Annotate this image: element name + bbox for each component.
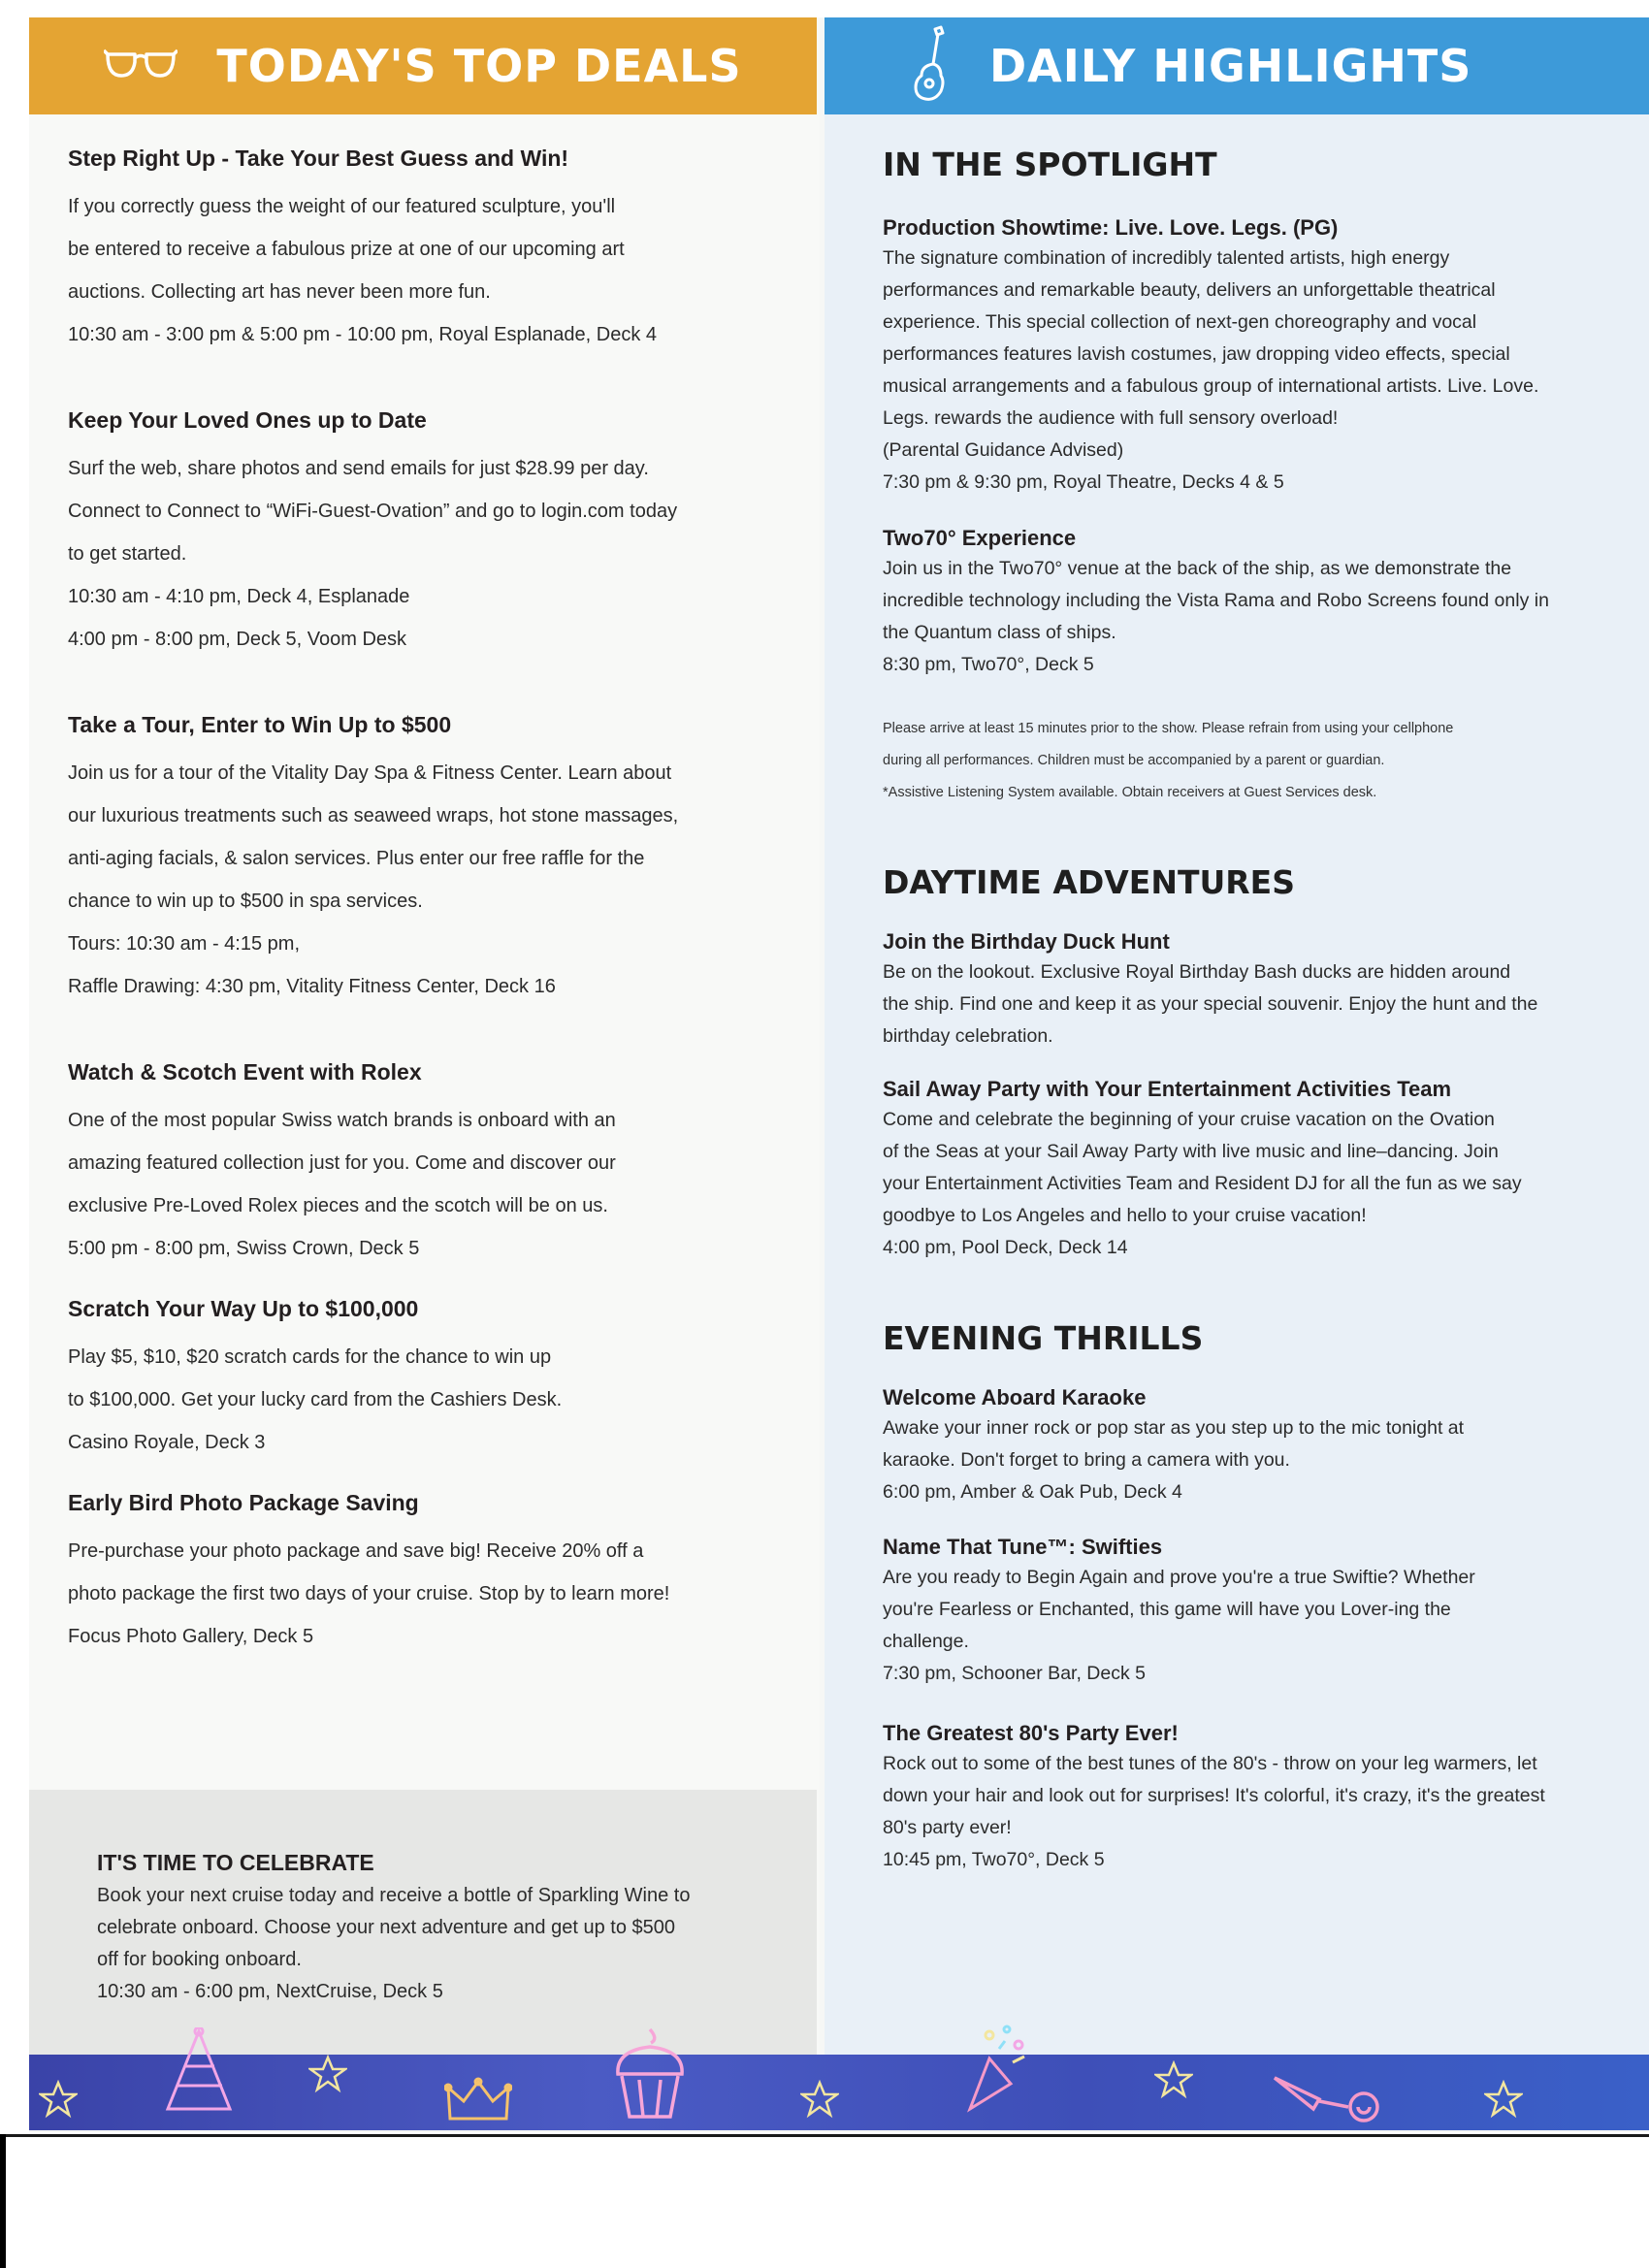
- deal-text: auctions. Collecting art has never been more fun.: [68, 281, 491, 303]
- deal-text: Pre-purchase your photo package and save big! Receive 20% off a: [68, 1540, 644, 1562]
- daily-highlights-header: [824, 17, 1649, 114]
- star-icon: [308, 2055, 347, 2093]
- show-production-showtime: [883, 215, 1596, 499]
- highlight-text: challenge.: [883, 1631, 969, 1652]
- deal-text: If you correctly guess the weight of our featured sculpture, you'll: [68, 196, 616, 217]
- deal-spa-tour: [68, 712, 678, 1008]
- activity-sail-away: [883, 1077, 1600, 1264]
- event-name-that-tune: [883, 1535, 1596, 1690]
- deal-title: Keep Your Loved Ones up to Date: [68, 407, 427, 433]
- highlight-time: 7:30 pm, Schooner Bar, Deck 5: [883, 1663, 1146, 1684]
- glasses-icon: [104, 45, 178, 88]
- show-note: *Assistive Listening System available. Obtain receivers at Guest Services desk.: [883, 785, 1377, 800]
- deal-time: Raffle Drawing: 4:30 pm, Vitality Fitness Center, Deck 16: [68, 976, 556, 997]
- highlight-time: 10:45 pm, Two70°, Deck 5: [883, 1849, 1105, 1870]
- event-80s-party: [883, 1721, 1600, 1876]
- highlight-text: Join us in the Two70° venue at the back of the ship, as we demonstrate the: [883, 558, 1512, 579]
- celebrate-title: IT'S TIME TO CELEBRATE: [97, 1850, 374, 1875]
- daytime-heading: DAYTIME ADVENTURES: [883, 863, 1295, 901]
- deal-text: chance to win up to $500 in spa services.: [68, 891, 423, 912]
- deal-wifi: [68, 407, 677, 661]
- celebrate-box: [29, 1790, 817, 2057]
- highlight-text: The signature combination of incredibly talented artists, high energy: [883, 247, 1450, 269]
- highlight-text: performances features lavish costumes, jaw dropping video effects, special: [883, 343, 1510, 365]
- highlight-text: the Quantum class of ships.: [883, 622, 1116, 643]
- deal-time: 10:30 am - 4:10 pm, Deck 4, Esplanade: [68, 586, 410, 607]
- highlight-text: experience. This special collection of next-gen choreography and vocal: [883, 311, 1477, 333]
- deal-time: Tours: 10:30 am - 4:15 pm,: [68, 933, 301, 955]
- deal-time: 10:30 am - 3:00 pm & 5:00 pm - 10:00 pm, Royal Esplanade, Deck 4: [68, 324, 657, 345]
- star-icon: [1484, 2080, 1523, 2119]
- deal-text: anti-aging facials, & salon services. Plus enter our free raffle for the: [68, 848, 645, 869]
- highlight-text: goodbye to Los Angeles and hello to your cruise vacation!: [883, 1205, 1367, 1226]
- highlight-text: birthday celebration.: [883, 1025, 1053, 1047]
- celebrate-text: celebrate onboard. Choose your next adventure and get up to $500: [97, 1917, 675, 1938]
- highlight-text: of the Seas at your Sail Away Party with live music and line–dancing. Join: [883, 1141, 1499, 1162]
- deal-text: be entered to receive a fabulous prize at one of our upcoming art: [68, 239, 625, 260]
- highlight-title: Name That Tune™: Swifties: [883, 1535, 1163, 1559]
- show-note: during all performances. Children must be accompanied by a parent or guardian.: [883, 753, 1385, 768]
- highlight-text: you're Fearless or Enchanted, this game will have you Lover-ing the: [883, 1599, 1451, 1620]
- deal-text: to get started.: [68, 543, 187, 565]
- deal-guess-weight: [68, 146, 657, 356]
- deal-text: Connect to Connect to “WiFi-Guest-Ovation” and go to login.com today: [68, 501, 678, 522]
- top-deals-title: TODAY'S TOP DEALS: [216, 40, 742, 92]
- highlight-text: karaoke. Don't forget to bring a camera with you.: [883, 1449, 1290, 1471]
- crown-icon: [444, 2076, 512, 2124]
- deal-text: our luxurious treatments such as seaweed wraps, hot stone massages,: [68, 805, 679, 826]
- activity-duck-hunt: [883, 929, 1596, 1053]
- page-bottom-edge: [0, 2134, 1649, 2137]
- deal-scratch-cards: [68, 1296, 562, 1464]
- daily-highlights-title: DAILY HIGHLIGHTS: [989, 40, 1472, 92]
- highlight-text: your Entertainment Activities Team and Resident DJ for all the fun as we say: [883, 1173, 1522, 1194]
- deal-title: Watch & Scotch Event with Rolex: [68, 1059, 422, 1085]
- deal-time: 5:00 pm - 8:00 pm, Swiss Crown, Deck 5: [68, 1238, 420, 1259]
- highlight-text: Awake your inner rock or pop star as you step up to the mic tonight at: [883, 1417, 1465, 1439]
- party-horn-icon: [1271, 2068, 1397, 2126]
- cupcake-icon: [606, 2025, 694, 2122]
- highlight-title: Welcome Aboard Karaoke: [883, 1385, 1147, 1409]
- deal-location: Focus Photo Gallery, Deck 5: [68, 1626, 314, 1647]
- guitar-icon: [912, 25, 951, 108]
- highlight-title: The Greatest 80's Party Ever!: [883, 1721, 1179, 1745]
- star-icon: [39, 2080, 78, 2119]
- deal-text: amazing featured collection just for you. Come and discover our: [68, 1152, 616, 1174]
- highlight-title: Production Showtime: Live. Love. Legs. (PG): [883, 215, 1339, 240]
- deal-photo-package: [68, 1490, 669, 1658]
- deal-title: Step Right Up - Take Your Best Guess and Win!: [68, 146, 569, 171]
- celebrate-time: 10:30 am - 6:00 pm, NextCruise, Deck 5: [97, 1981, 443, 2002]
- deal-title: Take a Tour, Enter to Win Up to $500: [68, 712, 452, 737]
- party-hat-icon: [160, 2027, 238, 2115]
- highlight-text: musical arrangements and a fabulous group of international artists. Live. Love.: [883, 375, 1539, 397]
- highlight-text: Rock out to some of the best tunes of the 80's - throw on your leg warmers, let: [883, 1753, 1537, 1774]
- highlight-text: Be on the lookout. Exclusive Royal Birthday Bash ducks are hidden around: [883, 961, 1511, 983]
- deal-title: Scratch Your Way Up to $100,000: [68, 1296, 419, 1321]
- highlight-text: performances and remarkable beauty, delivers an unforgettable theatrical: [883, 279, 1496, 301]
- deal-location: Casino Royale, Deck 3: [68, 1432, 266, 1453]
- highlight-text: Legs. rewards the audience with full sensory overload!: [883, 407, 1339, 429]
- celebrate-text: Book your next cruise today and receive a bottle of Sparkling Wine to: [97, 1885, 691, 1906]
- highlight-time: 7:30 pm & 9:30 pm, Royal Theatre, Decks 4 & 5: [883, 471, 1284, 493]
- event-karaoke: [883, 1385, 1596, 1508]
- evening-heading: EVENING THRILLS: [883, 1319, 1204, 1357]
- star-icon: [800, 2080, 839, 2119]
- deal-text: exclusive Pre-Loved Rolex pieces and the scotch will be on us.: [68, 1195, 608, 1216]
- deal-text: photo package the first two days of your cruise. Stop by to learn more!: [68, 1583, 670, 1604]
- highlight-text: (Parental Guidance Advised): [883, 439, 1124, 461]
- scan-edge-mark: [0, 2134, 6, 2268]
- footer-decoration-strip: [29, 2055, 1649, 2130]
- highlight-text: 80's party ever!: [883, 1817, 1012, 1838]
- deal-text: Join us for a tour of the Vitality Day Spa & Fitness Center. Learn about: [68, 762, 672, 784]
- deal-rolex: [68, 1059, 616, 1270]
- highlight-title: Join the Birthday Duck Hunt: [883, 929, 1170, 954]
- highlight-time: 8:30 pm, Two70°, Deck 5: [883, 654, 1094, 675]
- deal-title: Early Bird Photo Package Saving: [68, 1490, 419, 1515]
- highlight-text: incredible technology including the Vista Rama and Robo Screens found only in: [883, 590, 1549, 611]
- deal-text: Surf the web, share photos and send emails for just $28.99 per day.: [68, 458, 649, 479]
- show-note: Please arrive at least 15 minutes prior to the show. Please refrain from using your cellphone: [883, 721, 1454, 736]
- party-popper-icon: [951, 2020, 1038, 2117]
- highlight-time: 6:00 pm, Amber & Oak Pub, Deck 4: [883, 1481, 1182, 1503]
- highlight-time: 4:00 pm, Pool Deck, Deck 14: [883, 1237, 1128, 1258]
- celebrate-text: off for booking onboard.: [97, 1949, 302, 1970]
- highlight-title: Two70° Experience: [883, 526, 1077, 550]
- highlight-text: the ship. Find one and keep it as your special souvenir. Enjoy the hunt and the: [883, 993, 1538, 1015]
- star-icon: [1154, 2060, 1193, 2099]
- highlight-text: Come and celebrate the beginning of your cruise vacation on the Ovation: [883, 1109, 1495, 1130]
- spotlight-heading: IN THE SPOTLIGHT: [883, 146, 1217, 183]
- deal-text: Play $5, $10, $20 scratch cards for the chance to win up: [68, 1346, 552, 1368]
- highlight-title: Sail Away Party with Your Entertainment Activities Team: [883, 1077, 1452, 1101]
- highlight-text: Are you ready to Begin Again and prove you're a true Swiftie? Whether: [883, 1567, 1475, 1588]
- highlight-text: down your hair and look out for surprises! It's colorful, it's crazy, it's the greatest: [883, 1785, 1545, 1806]
- deal-time: 4:00 pm - 8:00 pm, Deck 5, Voom Desk: [68, 629, 407, 650]
- deal-text: One of the most popular Swiss watch brands is onboard with an: [68, 1110, 616, 1131]
- top-deals-header: [29, 17, 817, 114]
- deal-text: to $100,000. Get your lucky card from the Cashiers Desk.: [68, 1389, 563, 1410]
- show-two70-experience: [883, 526, 1596, 681]
- show-notes: [883, 713, 1596, 809]
